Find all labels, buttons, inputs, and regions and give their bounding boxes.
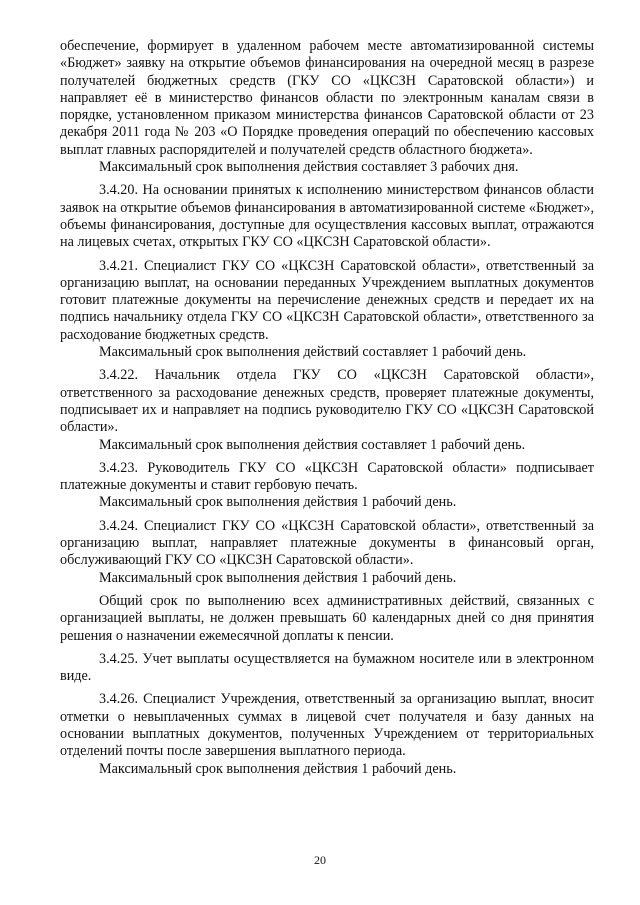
paragraph-deadline-3-4-24: Максимальный срок выполнения действия 1 рабочий день. [99, 569, 457, 586]
paragraph-3-4-23: 3.4.23. Руководитель ГКУ СО «ЦКСЗН Саратовской области» подписывает платежные документы и ставит гербовую печать. [60, 459, 594, 494]
paragraph-deadline-3-4-22: Максимальный срок выполнения действия составляет 1 рабочий день. [99, 436, 526, 453]
paragraph-3-4-21: 3.4.21. Специалист ГКУ СО «ЦКСЗН Саратовской области», ответственный за организацию выплат, на основании переданных Учреждением выплатных документов готовит платежные документы на перечисление денежных средств и передает их на подпись начальнику отдела ГКУ СО «ЦКСЗН Саратовской области», ответственного за расходование бюджетных средств. [60, 257, 594, 343]
paragraph-3-4-20: 3.4.20. На основании принятых к исполнению министерством финансов области заявок на открытие объемов финансирования в автоматизированной системе «Бюджет», объемы финансирования, доступные для осуществления кассовых выплат, отражаются на лицевых счетах, открытых ГКУ СО «ЦКСЗН Саратовской области». [60, 182, 594, 251]
page-number: 20 [314, 853, 326, 867]
paragraph-deadline-3-days: Максимальный срок выполнения действия составляет 3 рабочих дня. [99, 159, 519, 176]
paragraph-deadline-3-4-21: Максимальный срок выполнения действий составляет 1 рабочий день. [99, 344, 527, 361]
paragraph-deadline-3-4-23: Максимальный срок выполнения действия 1 рабочий день. [99, 494, 457, 511]
paragraph-3-4-22: 3.4.22. Начальник отдела ГКУ СО «ЦКСЗН Саратовской области», ответственного за расходование денежных средств, проверяет платежные документы, подписывает их и направляет на подпись руководителю ГКУ СО «ЦКСЗН Саратовской области». [60, 367, 594, 436]
paragraph-3-4-25: 3.4.25. Учет выплаты осуществляется на бумажном носителе или в электронном виде. [60, 650, 594, 685]
paragraph-total-term: Общий срок по выполнению всех административных действий, связанных с организацией выплаты, не должен превышать 60 календарных дней со дня принятия решения о назначении ежемесячной доплаты к пенсии. [60, 592, 594, 644]
paragraph-deadline-3-4-26: Максимальный срок выполнения действия 1 рабочий день. [99, 760, 457, 777]
paragraph-3-4-24: 3.4.24. Специалист ГКУ СО «ЦКСЗН Саратовской области», ответственный за организацию выплат, направляет платежные документы в финансовый орган, обслуживающий ГКУ СО «ЦКСЗН Саратовской области». [60, 517, 594, 569]
paragraph-funding-request: обеспечение, формирует в удаленном рабочем месте автоматизированной системы «Бюджет» заявку на открытие объемов финансирования на очередной месяц в разрезе получателей бюджетных средств (ГКУ СО «ЦКСЗН Саратовской области») и направляет её в министерство финансов области по электронным каналам связи в порядке, установленном приказом министерства финансов Саратовской области от 23 декабря 2011 года № 203 «О Порядке проведения операций по обеспечению кассовых выплат главных распорядителей и получателей средств областного бюджета». [60, 38, 594, 158]
paragraph-3-4-26: 3.4.26. Специалист Учреждения, ответственный за организацию выплат, вносит отметки о невыплаченных суммах в лицевой счет получателя и базу данных на основании выплатных документов, полученных Учреждением от территориальных отделений почты после завершения выплатного периода. [60, 691, 594, 760]
document-body [60, 38, 594, 778]
